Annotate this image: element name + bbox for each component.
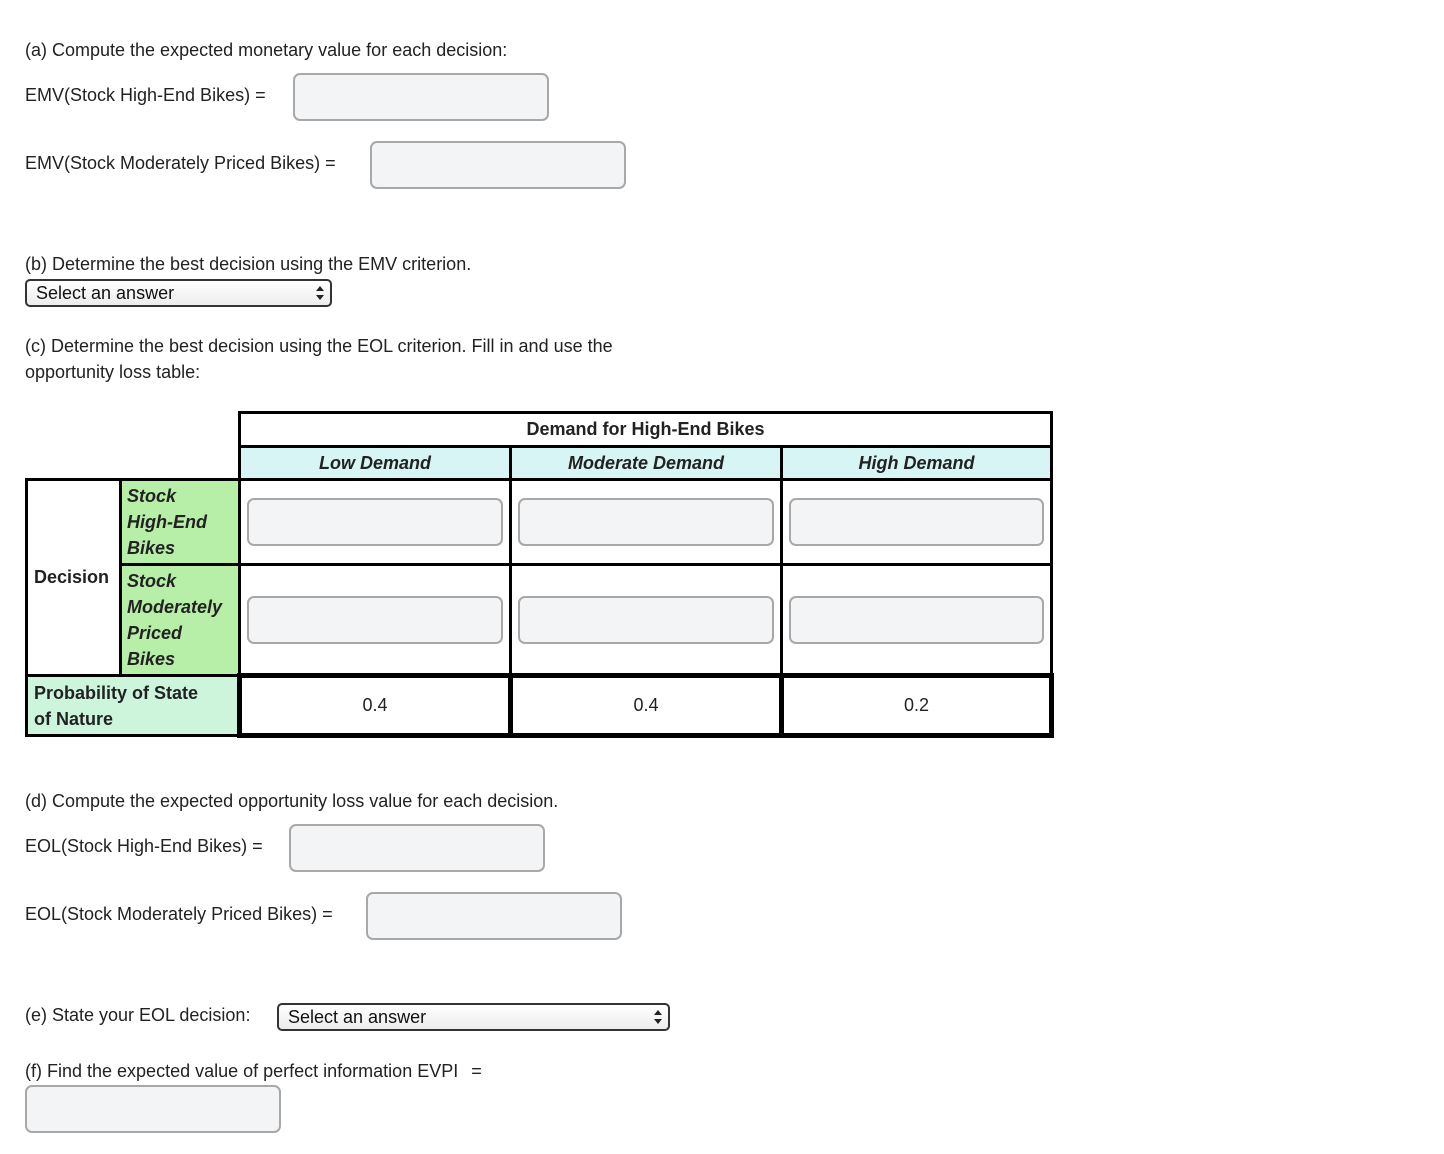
part-f-equals: = [471,1061,482,1081]
row-label-high-end: Stock High-End Bikes [121,480,240,565]
emv-decision-select[interactable] [25,279,332,307]
demand-group-header: Demand for High-End Bikes [240,413,1052,447]
row-label-moderate: Stock Moderately Priced Bikes [121,565,240,676]
eol-high-end-input[interactable] [289,824,545,872]
table-cell [511,565,782,676]
table-cell [782,480,1052,565]
emv-high-end-input[interactable] [293,73,549,121]
probability-moderate: 0.4 [511,676,782,736]
probability-label: Probability of State of Nature [27,676,240,736]
ol-moderate-moderate-input[interactable] [518,596,774,644]
col-header-high-demand: High Demand [782,447,1052,480]
part-f-label-text: (f) Find the expected value of perfect information EVPI [25,1061,459,1081]
ol-high-end-high-input[interactable] [789,498,1044,546]
part-e-label: (e) State your EOL decision: [25,1005,251,1025]
emv-moderate-label: EMV(Stock Moderately Priced Bikes) = [25,153,336,173]
ol-moderate-low-input[interactable] [247,596,503,644]
part-c-heading-line2: opportunity loss table: [25,362,201,382]
table-cell [782,565,1052,676]
probability-high: 0.2 [782,676,1052,736]
col-header-low-demand: Low Demand [240,447,511,480]
eol-moderate-label: EOL(Stock Moderately Priced Bikes) = [25,904,333,924]
eol-decision-select[interactable] [277,1003,670,1031]
table-cell [511,480,782,565]
part-d-heading: (d) Compute the expected opportunity loss value for each decision. [25,791,559,811]
emv-decision-select-value: Select an answer [36,283,175,303]
part-b-heading: (b) Determine the best decision using the EMV criterion. [25,254,472,274]
decision-label: Decision [27,480,121,676]
opportunity-loss-table [25,411,1054,738]
part-c-heading-line1: (c) Determine the best decision using the EOL criterion. Fill in and use the [25,336,613,356]
ol-high-end-moderate-input[interactable] [518,498,774,546]
table-cell [240,480,511,565]
eol-high-end-label: EOL(Stock High-End Bikes) = [25,836,263,856]
evpi-input[interactable] [25,1085,281,1133]
ol-high-end-low-input[interactable] [247,498,503,546]
eol-decision-select-value: Select an answer [288,1007,427,1027]
part-a-heading: (a) Compute the expected monetary value for each decision: [25,40,508,60]
ol-moderate-high-input[interactable] [789,596,1044,644]
part-f-label [25,1061,482,1082]
emv-moderate-input[interactable] [370,141,626,189]
col-header-moderate-demand: Moderate Demand [511,447,782,480]
select-arrows-icon [315,283,325,303]
eol-moderate-input[interactable] [366,892,622,940]
table-cell [240,565,511,676]
probability-low: 0.4 [240,676,511,736]
emv-high-end-label: EMV(Stock High-End Bikes) = [25,85,266,105]
select-arrows-icon [653,1007,663,1027]
